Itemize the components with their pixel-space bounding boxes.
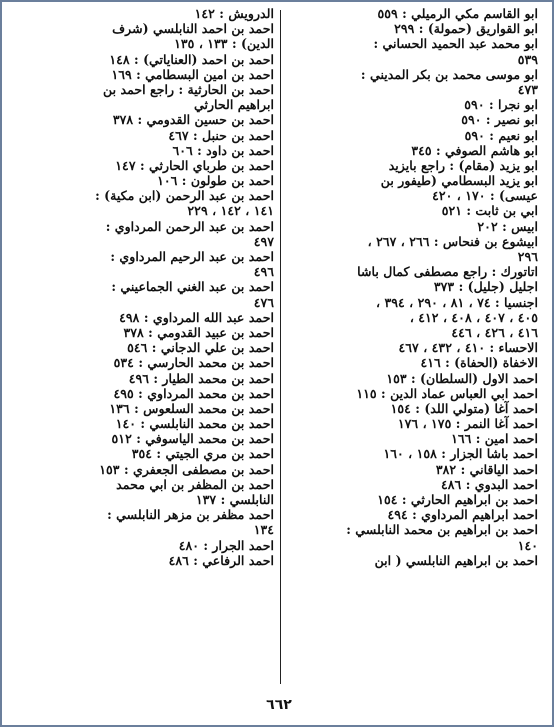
index-entry-line: ابو يزيد (مقام) : راجع بايزيد xyxy=(388,157,538,173)
index-entry-line: الاخفاة (الحفاة) : ٤١٦ xyxy=(420,355,538,371)
index-entry-line: ١٤١ ، ١٤٢ ، ٢٢٩ xyxy=(187,203,274,219)
index-entry-line: احمد بن امين البسطامي : ١٦٩ xyxy=(111,66,274,82)
index-entry-line: احمد البدوي : ٤٨٦ xyxy=(441,476,538,492)
index-column-left xyxy=(18,6,274,684)
index-entry-line: اجليل (جليل) : ٣٧٣ xyxy=(433,279,538,295)
index-entry-line: احمد بن محمد الياسوفي : ٥١٢ xyxy=(111,431,274,447)
index-entry-line: ابو نعيم : ٥٩٠ xyxy=(464,127,538,143)
index-entry-line: احمد ابي العباس عماد الدين : ١١٥ xyxy=(356,385,538,401)
index-entry-line: احمد الجرار : ٤٨٠ xyxy=(178,537,274,553)
page-number: ٦٦٢ xyxy=(266,697,292,713)
index-entry-line: احمد بن مري الجيتي : ٣٥٤ xyxy=(131,446,274,462)
index-entry-line: الدين) : ١٣٣ ، ١٣٥ xyxy=(174,36,274,52)
index-entry-line: الدرويش : ١٤٢ xyxy=(194,6,274,21)
index-entry-line: ابو موسى محمد بن بكر المديني : xyxy=(360,66,538,82)
index-entry-line: الاحساء : ٤١٠ ، ٤٣٢ ، ٤٦٧ xyxy=(398,340,538,356)
index-entry-line: احمد آغا النمر : ١٧٥ ، ١٧٦ xyxy=(397,416,538,432)
index-entry-line: احمد بن المظفر بن ابي محمد xyxy=(116,476,274,492)
index-entry-line: احمد بن حنبل : ٤٦٧ xyxy=(168,127,274,143)
index-entry-line: احمد باشا الجزار : ١٥٨ ، ١٦٠ xyxy=(383,446,538,462)
index-column-right xyxy=(282,6,538,684)
column-divider xyxy=(280,10,281,684)
index-entry-line: احمد امين : ١٦٦ xyxy=(451,431,538,447)
index-entry-line: احمد آغا (متولي اللد) : ١٥٤ xyxy=(390,400,538,416)
index-entry-line: ابو نجرا : ٥٩٠ xyxy=(464,97,538,113)
index-entry-line: احمد بن علي الدجاني : ٥٤٦ xyxy=(127,340,274,356)
index-entry-line: احمد بن ابراهيم الحارثي : ١٥٤ xyxy=(377,492,538,507)
index-entry-line: ٤٠٥ ، ٤٠٧ ، ٤٠٨ ، ٤١٢ ، xyxy=(409,309,538,325)
index-entry-line: ابو هاشم الصوفي : ٣٤٥ xyxy=(411,142,538,158)
index-entry-line: احمد الياقاني : ٣٨٢ xyxy=(435,461,538,477)
index-entry-line: احمد بن عبد الرحمن المرداوي : xyxy=(105,218,274,234)
index-entry-line: احمد بن عبد الغني الجماعيني : xyxy=(111,279,274,295)
index-entry-line: احمد عبد الله المرداوي : ٤٩٨ xyxy=(119,309,274,325)
index-entry-line: اجنسيا : ٧٤ ، ٨١ ، ٢٩٠ ، ٣٩٤ ، xyxy=(375,294,538,310)
index-entry-line: ابي بن ثابت : ٥٢١ xyxy=(441,203,538,219)
index-entry-line: ٥٣٩ xyxy=(517,51,538,67)
index-entry-line: احمد الاول (السلطان) : ١٥٣ xyxy=(386,370,538,386)
index-entry-line: ابيشوع بن فنحاس : ٢٦٦ ، ٢٦٧ ، xyxy=(367,233,538,249)
index-entry-line: احمد بن محمد النابلسي : ١٤٠ xyxy=(115,416,274,432)
index-entry-line: ابو يزيد البسطامي (طيفور بن xyxy=(380,173,538,189)
index-entry-line: احمد بن محمد المرداوي : ٤٩٥ xyxy=(113,385,274,401)
index-entry-line: ابو القواريق (حمولة) : ٢٩٩ xyxy=(394,21,538,37)
index-entry-line: احمد مظفر بن مزهر النابلسي : xyxy=(107,507,274,523)
index-entry-line: عيسى) : ١٧٠ ، ٤٢٠ xyxy=(432,188,538,204)
index-entry-line: ٤٧٣ xyxy=(517,81,538,97)
index-entry-line: ٤١٦ ، ٤٢٦ ، ٤٤٦ xyxy=(451,324,538,340)
index-entry-line: ابو محمد عبد الحميد الحساني : xyxy=(373,36,538,52)
index-entry-line: ابو نصير : ٥٩٠ xyxy=(461,112,538,128)
index-entry-line: احمد بن عبد الرحمن (ابن مكية) : xyxy=(95,188,274,204)
index-entry-line: ابراهيم الحارثي xyxy=(193,97,274,113)
index-entry-line: ابيس : ٢٠٢ xyxy=(477,218,538,234)
index-entry-line: احمد بن محمد الطيار : ٤٩٦ xyxy=(128,370,274,386)
index-entry-line: احمد بن حسين القدومي : ٣٧٨ xyxy=(112,112,274,128)
index-entry-line: احمد بن داود : ٦٠٦ xyxy=(172,142,274,158)
index-entry-line: ١٤٠ xyxy=(517,537,538,553)
index-entry-line: ٤٩٧ xyxy=(253,233,274,249)
index-entry-line: احمد ابراهيم المرداوي : ٤٩٤ xyxy=(387,507,538,523)
index-entry-line: احمد بن محمد السلعوس : ١٣٦ xyxy=(109,400,274,416)
index-entry-line: احمد بن عبد الرحيم المرداوي : xyxy=(110,249,274,264)
index-entry-line: النابلسي : ١٣٧ xyxy=(195,492,274,507)
index-entry-line: ٤٩٦ xyxy=(253,264,274,280)
index-entry-line: ابو القاسم مكي الرميلي : ٥٥٩ xyxy=(377,6,538,21)
index-entry-line: احمد بن مصطفى الجعفري : ١٥٣ xyxy=(99,461,274,477)
index-page xyxy=(18,6,538,686)
index-entry-line: احمد بن طولون : ١٠٦ xyxy=(157,173,274,189)
index-entry-line: ١٣٤ xyxy=(253,522,274,538)
index-entry-line: ٤٧٦ xyxy=(253,294,274,310)
index-entry-line: ٢٩٦ xyxy=(517,249,538,264)
index-entry-line: احمد بن عبيد القدومي : ٣٧٨ xyxy=(123,324,274,340)
index-entry-line: احمد بن احمد النابلسي (شرف xyxy=(112,21,274,37)
index-entry-line: احمد بن محمد الحارسي : ٥٣٤ xyxy=(113,355,274,371)
index-entry-line: احمد الرفاعي : ٤٨٦ xyxy=(168,552,274,568)
index-entry-line: احمد بن طرباي الحارثي : ١٤٧ xyxy=(115,157,274,173)
index-entry-line: احمد بن ابراهيم بن محمد النابلسي : xyxy=(346,522,538,538)
index-entry-line: احمد بن احمد (العناياتي) : ١٤٨ xyxy=(109,51,274,67)
index-entry-line: اتاتورك : راجع مصطفى كمال باشا xyxy=(357,264,538,280)
index-entry-line: احمد بن الحارثية : راجع احمد بن xyxy=(103,81,274,97)
index-entry-line: احمد بن ابراهيم النابلسي ( ابن xyxy=(374,552,538,568)
